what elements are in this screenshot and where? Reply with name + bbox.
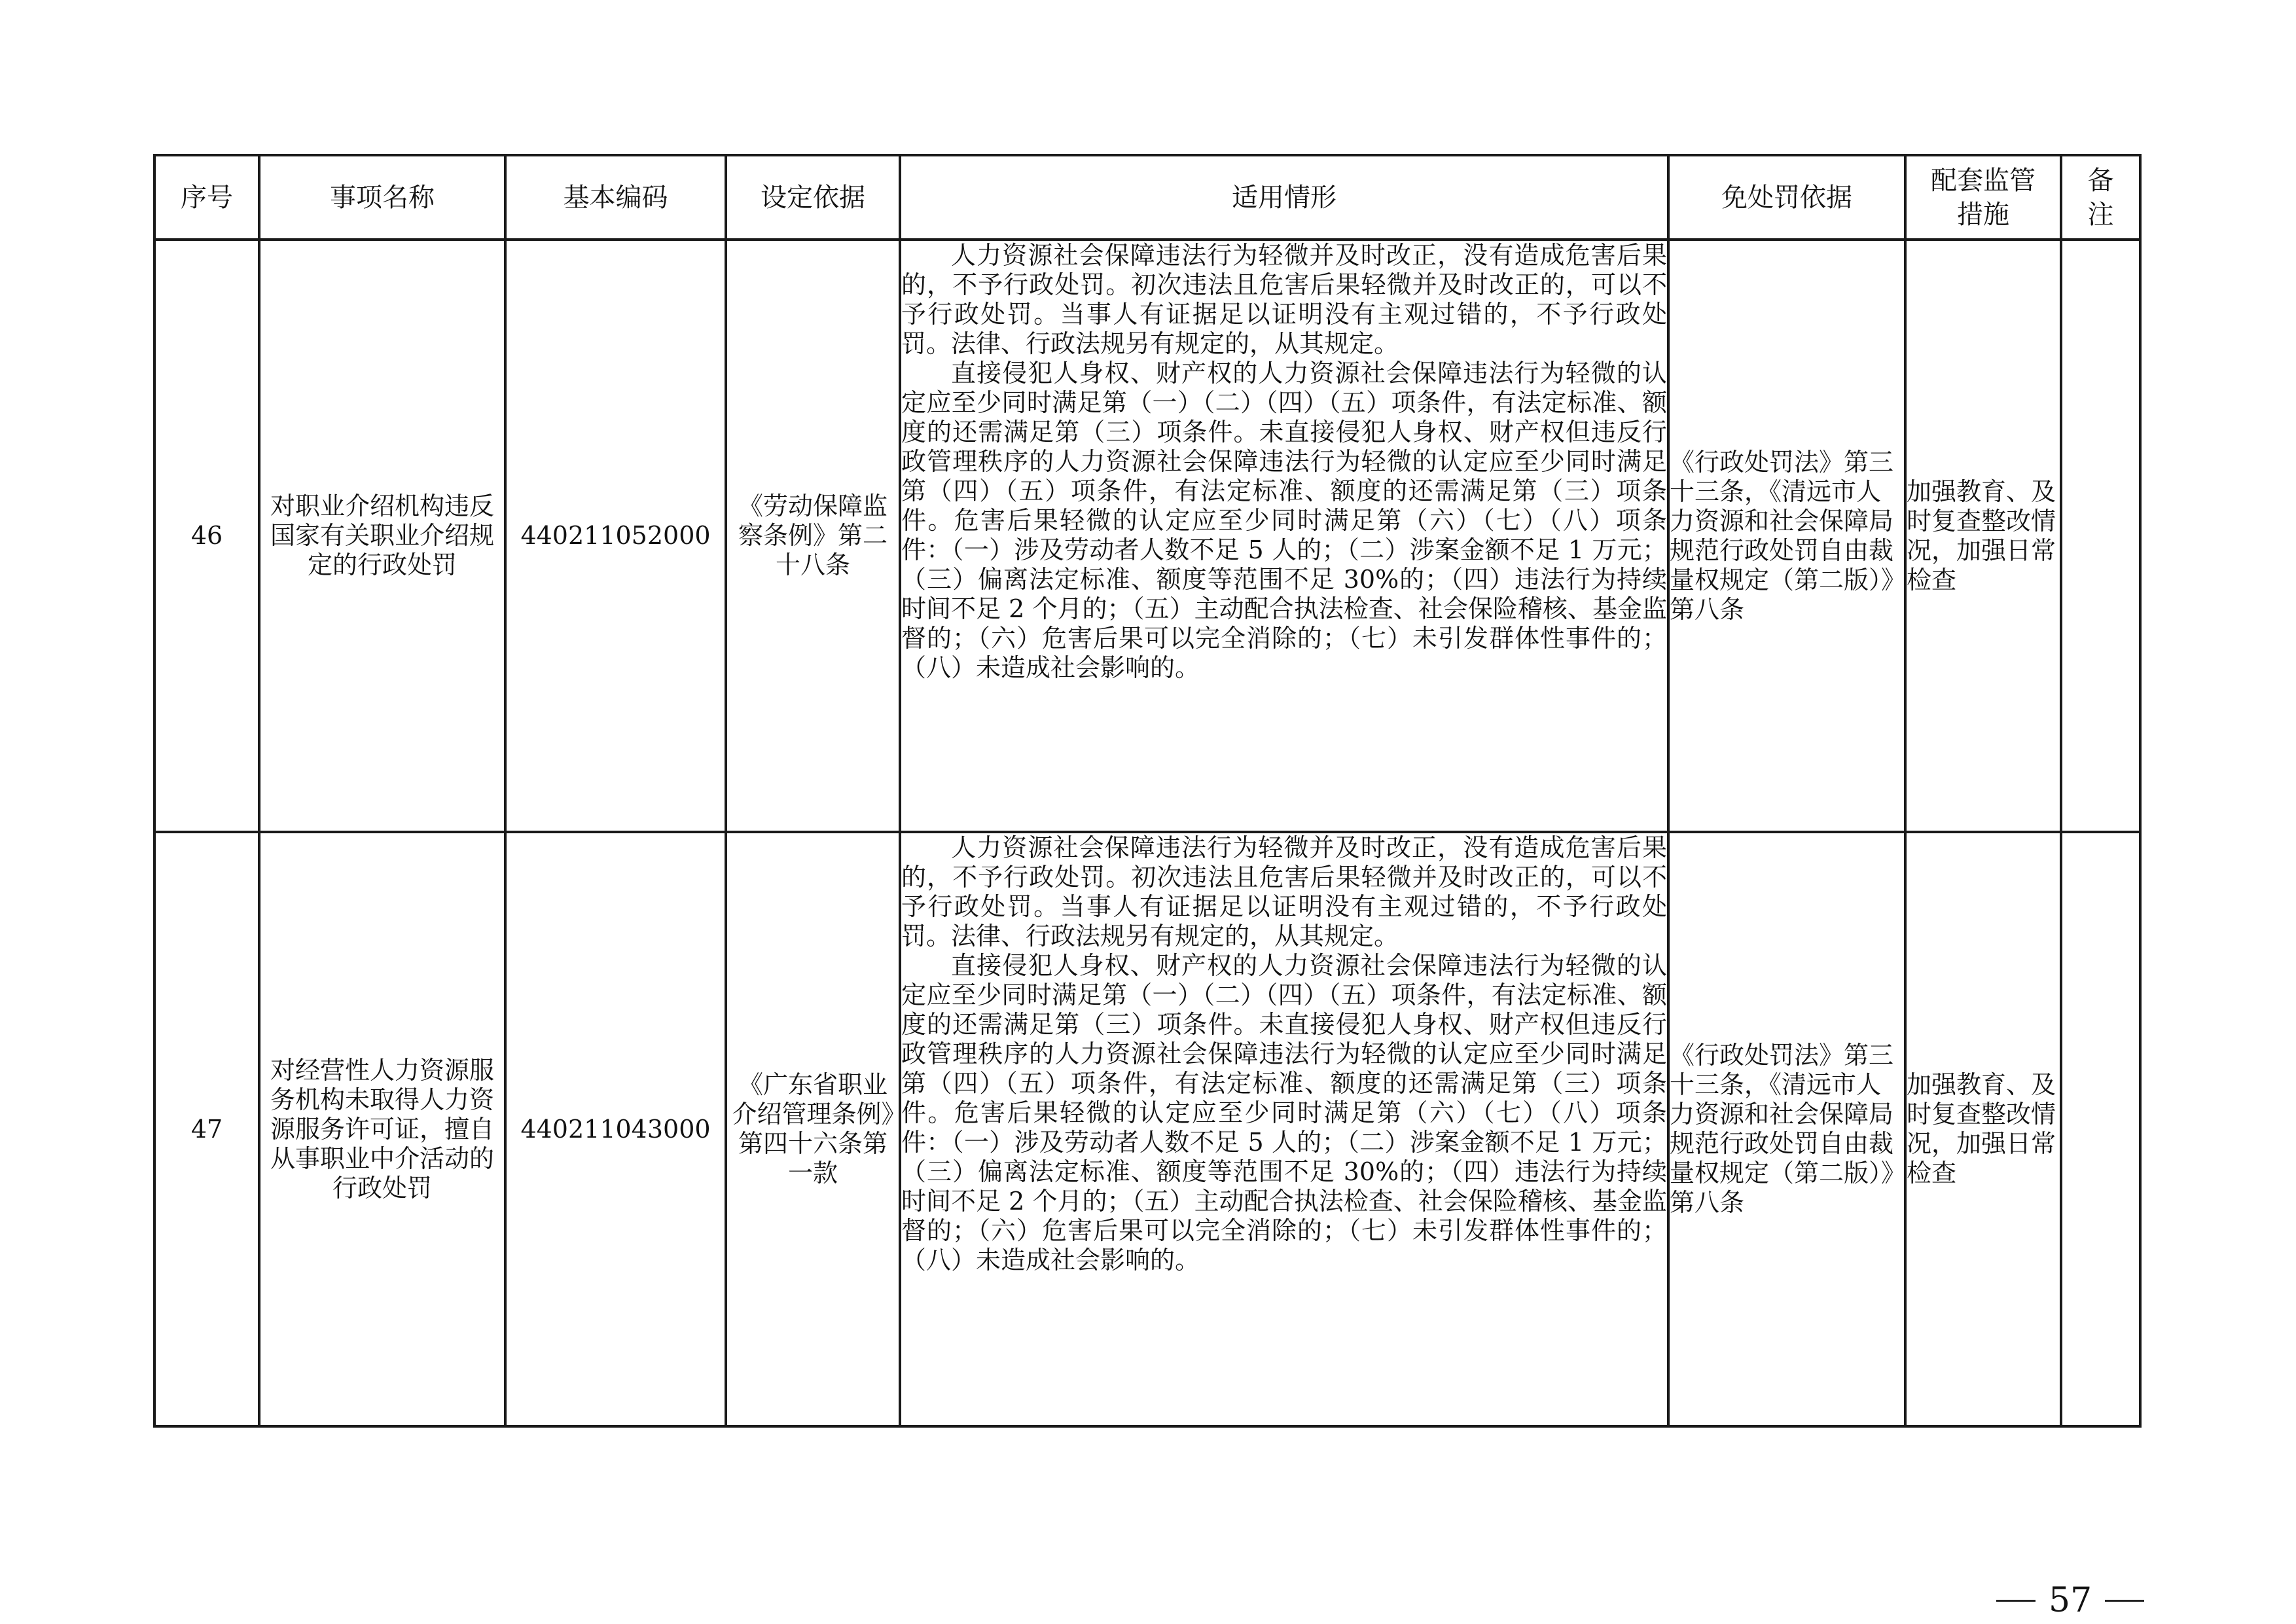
row-situation <box>900 240 1668 832</box>
row-exempt: 《行政处罚法》第三十三条，《清远市人力资源和社会保障局规范行政处罚自由裁量权规定（第二版）》第八条 <box>1668 832 1905 1426</box>
row-note <box>2061 240 2140 832</box>
row-no: 47 <box>154 832 259 1426</box>
situation-paragraph-1: 人力资源社会保障违法行为轻微并及时改正，没有造成危害后果的，不予行政处罚。初次违法且危害后果轻微并及时改正的，可以不予行政处罚。当事人有证据足以证明没有主观过错的，不予行政处罚。法律、行政法规另有规定的，从其规定。 <box>901 241 1667 358</box>
header-name: 事项名称 <box>259 155 505 240</box>
header-exempt: 免处罚依据 <box>1668 155 1905 240</box>
row-note <box>2061 832 2140 1426</box>
page-number <box>1996 1581 2144 1620</box>
page-number-value: 57 <box>2049 1581 2092 1620</box>
row-code: 440211043000 <box>505 832 726 1426</box>
row-basis: 《广东省职业介绍管理条例》第四十六条第一款 <box>726 832 900 1426</box>
situation-paragraph-1: 人力资源社会保障违法行为轻微并及时改正，没有造成危害后果的，不予行政处罚。初次违法且危害后果轻微并及时改正的，可以不予行政处罚。当事人有证据足以证明没有主观过错的，不予行政处罚。法律、行政法规另有规定的，从其规定。 <box>901 833 1667 950</box>
page-number-dash-right <box>2105 1600 2144 1602</box>
situation-paragraph-2: 直接侵犯人身权、财产权的人力资源社会保障违法行为轻微的认定应至少同时满足第（一）（二）（四）（五）项条件，有法定标准、额度的还需满足第（三）项条件。未直接侵犯人身权、财产权但违反行政管理秩序的人力资源社会保障违法行为轻微的认定应至少同时满足第（四）（五）项条件，有法定标准、额度的还需满足第（三）项条件。危害后果轻微的认定应至少同时满足第（六）（七）（八）项条件：（一）涉及劳动者人数不足 5 人的；（二）涉案金额不足 1 万元；（三）偏离法定标准、额度等范围不足 30%的；（四）违法行为持续时间不足 2 个月的；（五）主动配合执法检查、社会保险稽核、基金监督的；（六）危害后果可以完全消除的；（七）未引发群体性事件的；（八）未造成社会影响的。 <box>901 359 1667 682</box>
header-note: 备注 <box>2061 155 2140 240</box>
penalty-exemption-table <box>153 154 2142 1428</box>
row-situation <box>900 832 1668 1426</box>
header-code: 基本编码 <box>505 155 726 240</box>
row-exempt: 《行政处罚法》第三十三条，《清远市人力资源和社会保障局规范行政处罚自由裁量权规定（第二版）》第八条 <box>1668 240 1905 832</box>
row-name: 对经营性人力资源服务机构未取得人力资源服务许可证，擅自从事职业中介活动的行政处罚 <box>259 832 505 1426</box>
row-measure: 加强教育、及时复查整改情况，加强日常检查 <box>1905 832 2061 1426</box>
row-name: 对职业介绍机构违反国家有关职业介绍规定的行政处罚 <box>259 240 505 832</box>
row-code: 440211052000 <box>505 240 726 832</box>
page-number-dash-left <box>1996 1600 2036 1602</box>
table-row <box>154 832 2140 1426</box>
row-measure: 加强教育、及时复查整改情况，加强日常检查 <box>1905 240 2061 832</box>
situation-paragraph-2: 直接侵犯人身权、财产权的人力资源社会保障违法行为轻微的认定应至少同时满足第（一）（二）（四）（五）项条件，有法定标准、额度的还需满足第（三）项条件。未直接侵犯人身权、财产权但违反行政管理秩序的人力资源社会保障违法行为轻微的认定应至少同时满足第（四）（五）项条件，有法定标准、额度的还需满足第（三）项条件。危害后果轻微的认定应至少同时满足第（六）（七）（八）项条件：（一）涉及劳动者人数不足 5 人的；（二）涉案金额不足 1 万元；（三）偏离法定标准、额度等范围不足 30%的；（四）违法行为持续时间不足 2 个月的；（五）主动配合执法检查、社会保险稽核、基金监督的；（六）危害后果可以完全消除的；（七）未引发群体性事件的；（八）未造成社会影响的。 <box>901 951 1667 1274</box>
table-row <box>154 240 2140 832</box>
row-no: 46 <box>154 240 259 832</box>
table-header-row <box>154 155 2140 240</box>
header-basis: 设定依据 <box>726 155 900 240</box>
header-situation: 适用情形 <box>900 155 1668 240</box>
row-basis: 《劳动保障监察条例》第二十八条 <box>726 240 900 832</box>
header-no: 序号 <box>154 155 259 240</box>
header-measure: 配套监管措施 <box>1905 155 2061 240</box>
